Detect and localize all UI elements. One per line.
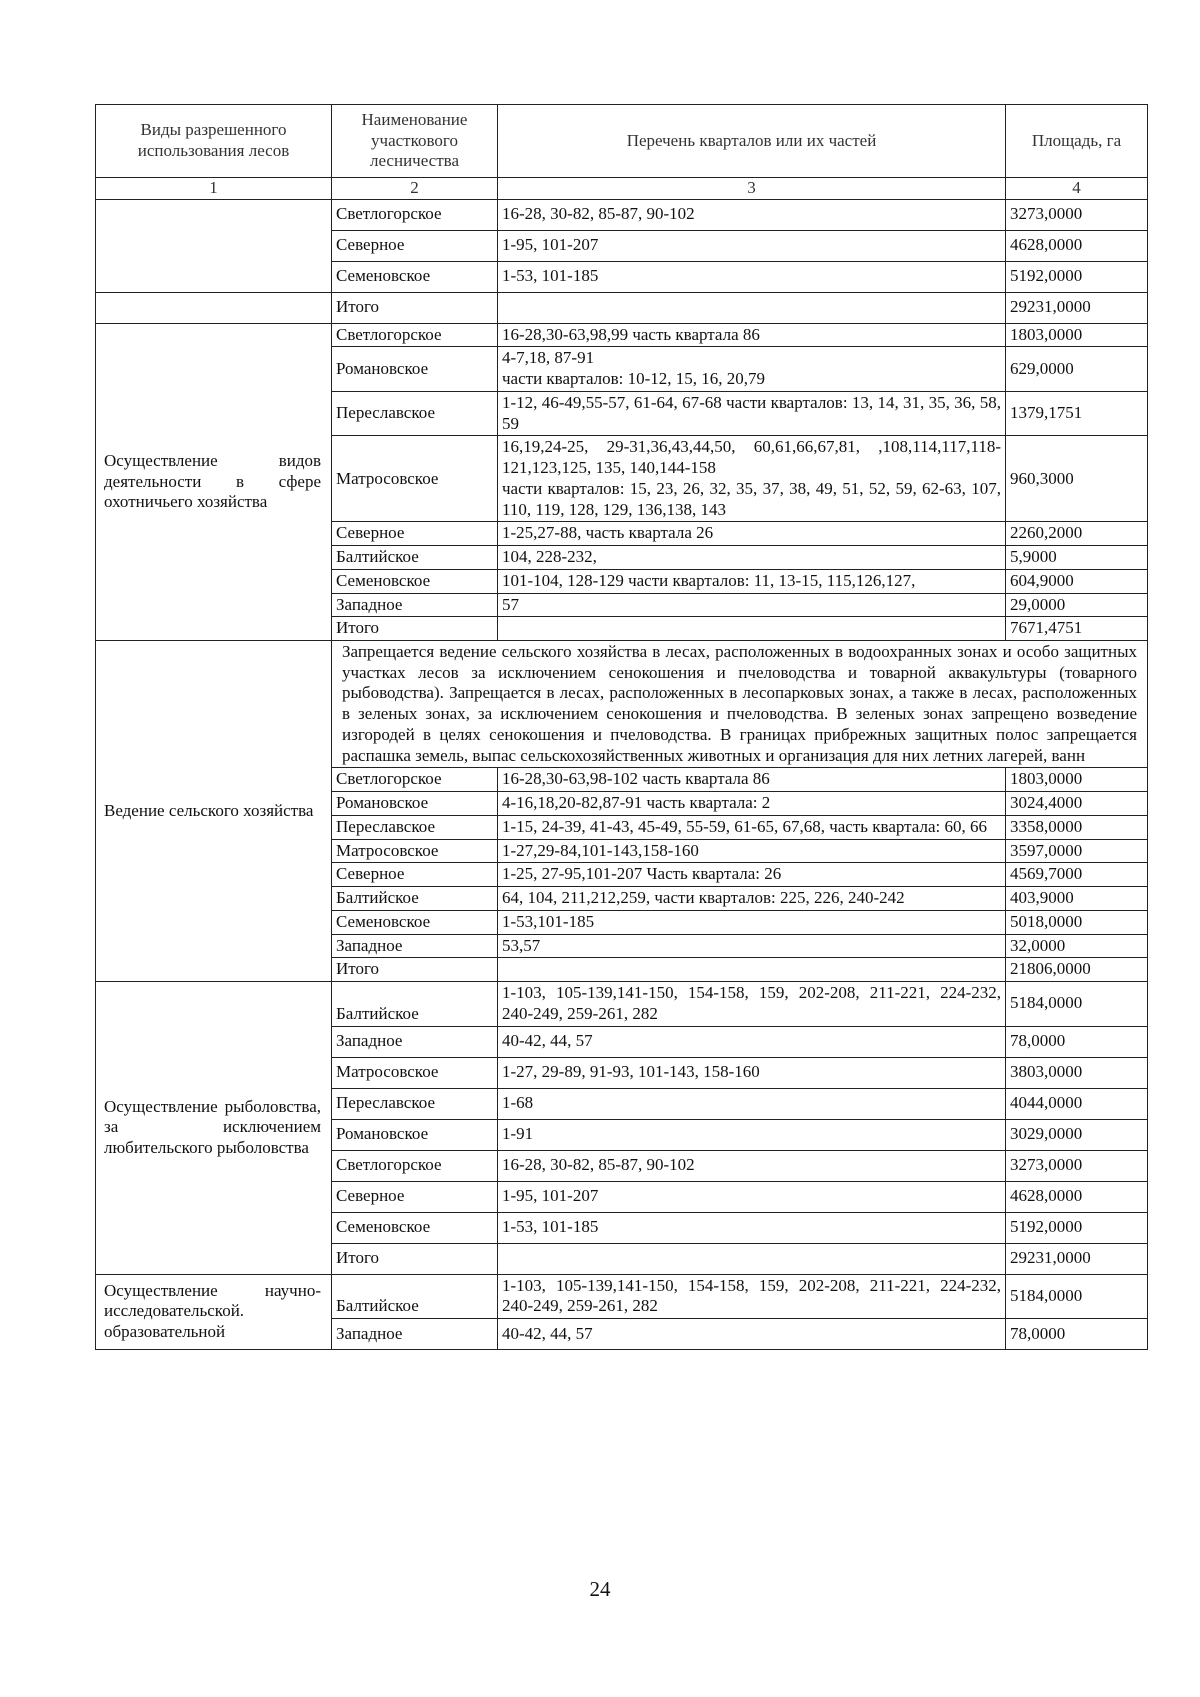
forestry-name: Светлогорское [332,1150,498,1181]
quarters-list: 1-53, 101-185 [498,261,1006,292]
quarters-list: 40-42, 44, 57 [498,1318,1006,1349]
quarters-list: 1-27, 29-89, 91-93, 101-143, 158-160 [498,1057,1006,1088]
forestry-name: Романовское [332,792,498,816]
area-value: 1803,0000 [1006,768,1148,792]
forestry-name: Западное [332,1026,498,1057]
area-value: 3273,0000 [1006,1150,1148,1181]
quarters-list: 4-16,18,20-82,87-91 часть квартала: 2 [498,792,1006,816]
quarters-list: 1-15, 24-39, 41-43, 45-49, 55-59, 61-65, 67,68, часть квартала: 60, 66 [498,815,1006,839]
column-number: 1 [96,178,332,200]
forestry-name: Северное [332,522,498,546]
area-value: 3803,0000 [1006,1057,1148,1088]
quarters-list-empty [498,1243,1006,1274]
quarters-list: 1-25,27-88, часть квартала 26 [498,522,1006,546]
area-value: 960,3000 [1006,436,1148,522]
forestry-name: Семеновское [332,261,498,292]
area-value: 4569,7000 [1006,863,1148,887]
forestry-name: Матросовское [332,839,498,863]
area-value: 403,9000 [1006,887,1148,911]
page-number: 24 [589,1577,611,1601]
forestry-name: Северное [332,863,498,887]
activity-cell-empty [96,292,332,323]
quarters-list-empty [498,617,1006,641]
area-value: 3597,0000 [1006,839,1148,863]
quarters-list: 1-91 [498,1119,1006,1150]
quarters-line: 16,19,24-25, 29-31,36,43,44,50, 60,61,66,67,81, ,108,114,117,118-121,123,125, 135, 140,144-158 [502,437,1001,478]
quarters-list: 16-28, 30-82, 85-87, 90-102 [498,1150,1006,1181]
column-number: 2 [332,178,498,200]
total-row [96,292,1148,323]
total-label: Итого [332,1243,498,1274]
total-label: Итого [332,292,498,323]
forestry-name: Семеновское [332,1212,498,1243]
quarters-line: части кварталов: 15, 23, 26, 32, 35, 37, 38, 49, 51, 52, 59, 62-63, 107, 110, 119, 128, 129, 136,138, 143 [502,478,1001,519]
area-value: 78,0000 [1006,1318,1148,1349]
column-number: 3 [498,178,1006,200]
table-row [96,323,1148,347]
activity-type: Осуществление видов деятельности в сфере охотничьего хозяйства [96,323,332,640]
area-value: 4628,0000 [1006,1181,1148,1212]
activity-type: Осуществление рыболовства, за исключением любительского рыболовства [96,982,332,1274]
area-value: 5192,0000 [1006,1212,1148,1243]
quarters-list: 1-103, 105-139,141-150, 154-158, 159, 202-208, 211-221, 224-232, 240-249, 259-261, 282 [498,982,1006,1026]
table-row [96,1274,1148,1318]
quarters-list: 1-68 [498,1088,1006,1119]
forestry-name: Переславское [332,815,498,839]
restriction-note: Запрещается ведение сельского хозяйства в лесах, расположенных в водоохранных зонах и особо защитных участках лесов за исключением сенокошения и пчеловодства и товарной аквакультуры (товарного рыбоводства). Запрещается в лесах, расположенных в лесопарковых зонах, а также в лесах, расположенных в зеленых зонах, за исключением сенокошения и пчеловодства. В зеленых зонах запрещено возведение изгородей в целях сенокошения и пчеловодства. В границах прибрежных защитных полос запрещается распашка земель, выпас сельскохозяйственных животных и организация для них летних лагерей, ванн [332,641,1148,768]
area-value: 5192,0000 [1006,261,1148,292]
total-label: Итого [332,958,498,982]
forestry-name: Западное [332,1318,498,1349]
quarters-list: 1-27,29-84,101-143,158-160 [498,839,1006,863]
quarters-list: 53,57 [498,934,1006,958]
total-label: Итого [332,617,498,641]
forestry-name: Западное [332,934,498,958]
quarters-list: 57 [498,593,1006,617]
area-value: 5018,0000 [1006,910,1148,934]
quarters-list: 40-42, 44, 57 [498,1026,1006,1057]
area-value: 2260,2000 [1006,522,1148,546]
quarters-list: 16-28,30-63,98,99 часть квартала 86 [498,323,1006,347]
column-number: 4 [1006,178,1148,200]
quarters-list: 104, 228-232, [498,546,1006,570]
table-row [96,982,1148,1026]
area-value: 4044,0000 [1006,1088,1148,1119]
activity-type: Осуществление научно-исследовательской. образовательной [96,1274,332,1349]
quarters-list: 1-53,101-185 [498,910,1006,934]
forestry-name: Светлогорское [332,199,498,230]
quarters-list: 1-12, 46-49,55-57, 61-64, 67-68 части кварталов: 13, 14, 31, 35, 36, 58, 59 [498,391,1006,435]
area-value: 3029,0000 [1006,1119,1148,1150]
quarters-list-empty [498,958,1006,982]
column-numbers-row [96,178,1148,200]
table-row [96,641,1148,768]
forestry-name: Балтийское [332,982,498,1026]
area-value: 5184,0000 [1006,982,1148,1026]
quarters-line: части кварталов: 10-12, 15, 16, 20,79 [502,369,766,389]
quarters-list: 1-103, 105-139,141-150, 154-158, 159, 202-208, 211-221, 224-232, 240-249, 259-261, 282 [498,1274,1006,1318]
activity-cell-empty [96,199,332,292]
area-value: 1379,1751 [1006,391,1148,435]
forestry-name: Светлогорское [332,768,498,792]
area-value: 32,0000 [1006,934,1148,958]
total-area: 21806,0000 [1006,958,1148,982]
quarters-list [498,436,1006,522]
quarters-line: 4-7,18, 87-91 [502,348,595,368]
quarters-list: 16-28, 30-82, 85-87, 90-102 [498,199,1006,230]
quarters-list [498,347,1006,391]
forestry-name: Романовское [332,347,498,391]
header-forestry-name: Наименование участкового лесничества [332,105,498,178]
area-value: 3358,0000 [1006,815,1148,839]
forestry-name: Северное [332,1181,498,1212]
forestry-name: Северное [332,230,498,261]
area-value: 29,0000 [1006,593,1148,617]
forestry-name: Балтийское [332,546,498,570]
table-row [96,199,1148,230]
forestry-name: Романовское [332,1119,498,1150]
total-area: 29231,0000 [1006,292,1148,323]
activity-type: Ведение сельского хозяйства [96,641,332,982]
forestry-name: Западное [332,593,498,617]
table-header-row [96,105,1148,178]
area-value: 5,9000 [1006,546,1148,570]
forestry-name: Матросовское [332,436,498,522]
forestry-name: Переславское [332,391,498,435]
area-value: 629,0000 [1006,347,1148,391]
forestry-name: Семеновское [332,910,498,934]
area-value: 3273,0000 [1006,199,1148,230]
quarters-list: 1-53, 101-185 [498,1212,1006,1243]
quarters-list: 1-95, 101-207 [498,230,1006,261]
forestry-name: Переславское [332,1088,498,1119]
header-area: Площадь, га [1006,105,1148,178]
area-value: 5184,0000 [1006,1274,1148,1318]
total-area: 7671,4751 [1006,617,1148,641]
header-activity-type: Виды разрешенного использования лесов [96,105,332,178]
quarters-list: 101-104, 128-129 части кварталов: 11, 13-15, 115,126,127, [498,569,1006,593]
quarters-list: 64, 104, 211,212,259, части кварталов: 225, 226, 240-242 [498,887,1006,911]
forestry-name: Семеновское [332,569,498,593]
area-value: 3024,4000 [1006,792,1148,816]
area-value: 604,9000 [1006,569,1148,593]
quarters-list: 16-28,30-63,98-102 часть квартала 86 [498,768,1006,792]
header-quarters-list: Перечень кварталов или их частей [498,105,1006,178]
area-value: 78,0000 [1006,1026,1148,1057]
total-area: 29231,0000 [1006,1243,1148,1274]
forestry-name: Балтийское [332,1274,498,1318]
quarters-list: 1-25, 27-95,101-207 Часть квартала: 26 [498,863,1006,887]
area-value: 4628,0000 [1006,230,1148,261]
area-value: 1803,0000 [1006,323,1148,347]
quarters-list: 1-95, 101-207 [498,1181,1006,1212]
forestry-name: Матросовское [332,1057,498,1088]
forest-use-table [95,104,1148,1350]
forestry-name: Светлогорское [332,323,498,347]
forestry-name: Балтийское [332,887,498,911]
quarters-list-empty [498,292,1006,323]
